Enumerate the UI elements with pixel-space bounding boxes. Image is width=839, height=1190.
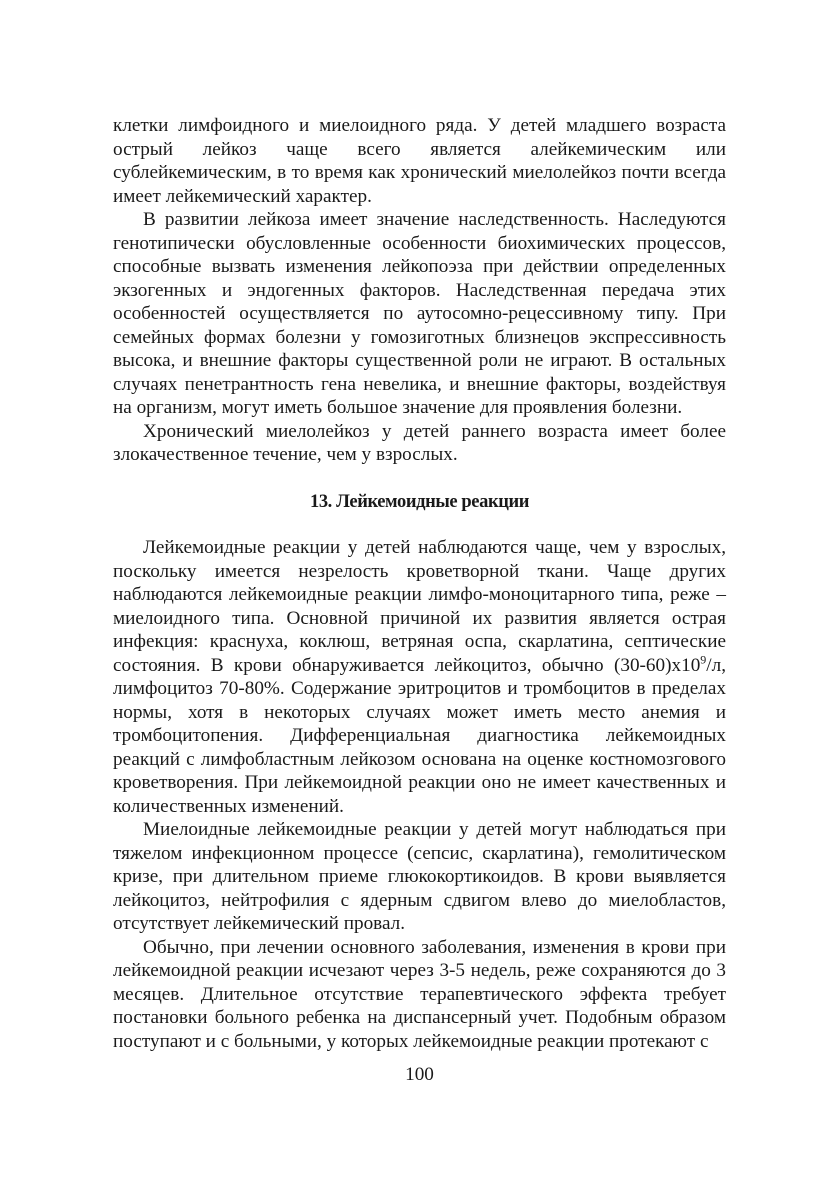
paragraph-continuation: клетки лимфоидного и миелоидного ряда. У детей младшего возраста острый лейкоз чаще всего является алейкемическим или сублейкемическим, в то время как хронический миелолейкоз почти всегда имеет лейкемический характер. bbox=[113, 115, 726, 207]
section-heading: 13. Лейкемоидные реакции bbox=[309, 491, 530, 512]
paragraph-text-part-1: Лейкемоидные реакции у детей наблюдаются чаще, чем у взрослых, поскольку имеется незрелость кроветворной ткани. Чаще других наблюдаются лейкемоидные реакции лимфо-моноцитарного типа, реже – миелоидного типа. Основной причиной их развития является острая инфекция: краснуха, коклюш, ветряная оспа, скарлатина, септические состояния. В крови обнаруживается лейкоцитоз, обычно (30-60)х10 bbox=[113, 537, 726, 676]
paragraph-chronic-myeloleukemia: Хронический миелолейкоз у детей раннего возраста имеет более злокачественное течение, чем у взрослых. bbox=[113, 420, 726, 465]
paragraph-myeloid-reactions: Миелоидные лейкемоидные реакции у детей могут наблюдаться при тяжелом инфекционном процессе (сепсис, скарлатина), гемолитическом кризе, при длительном приеме глюкокортикоидов. В крови выявляется лейкоцитоз, нейтрофилия с ядерным сдвигом влево до миелобластов, отсутствует лейкемический провал. bbox=[113, 819, 726, 934]
document-page bbox=[113, 114, 726, 1053]
paragraph-heredity: В развитии лейкоза имеет значение наследственность. Наследуются генотипически обусловленные особенности биохимических процессов, способные вызвать изменения лейкопоэза при действии определенных экзогенных и эндогенных факторов. Наследственная передача этих особенностей осуществляется по аутосомно-рецессивному типу. При семейных формах болезни у гомозиготных близнецов экспрессивность высока, и внешние факторы существенной роли не играют. В остальных случаях пенетрантность гена невелика, и внешние факторы, воздействуя на организм, могут иметь большое значение для проявления болезни. bbox=[113, 209, 726, 418]
paragraph-treatment: Обычно, при лечении основного заболевания, изменения в крови при лейкемоидной реакции исчезают через 3-5 недель, реже сохраняются до 3 месяцев. Длительное отсутствие терапевтического эффекта требует постановки больного ребенка на диспансерный учет. Подобным образом поступают и с больными, у которых лейкемоидные реакции протекают с bbox=[113, 936, 726, 1052]
page-number: 100 bbox=[405, 1064, 434, 1085]
paragraph-leukemoid-reactions bbox=[113, 536, 726, 818]
superscript-exponent: 9 bbox=[700, 652, 707, 667]
paragraph-text-part-2: /л, лимфоцитоз 70-80%. Содержание эритроцитов и тромбоцитов в пределах нормы, хотя в некоторых случаях может иметь место анемия и тромбоцитопения. Дифференциальная диагностика лейкемоидных реакций с лимфобластным лейкозом основана на оценке костномозгового кроветворения. При лейкемоидной реакции оно не имеет качественных и количественных изменений. bbox=[113, 654, 726, 817]
